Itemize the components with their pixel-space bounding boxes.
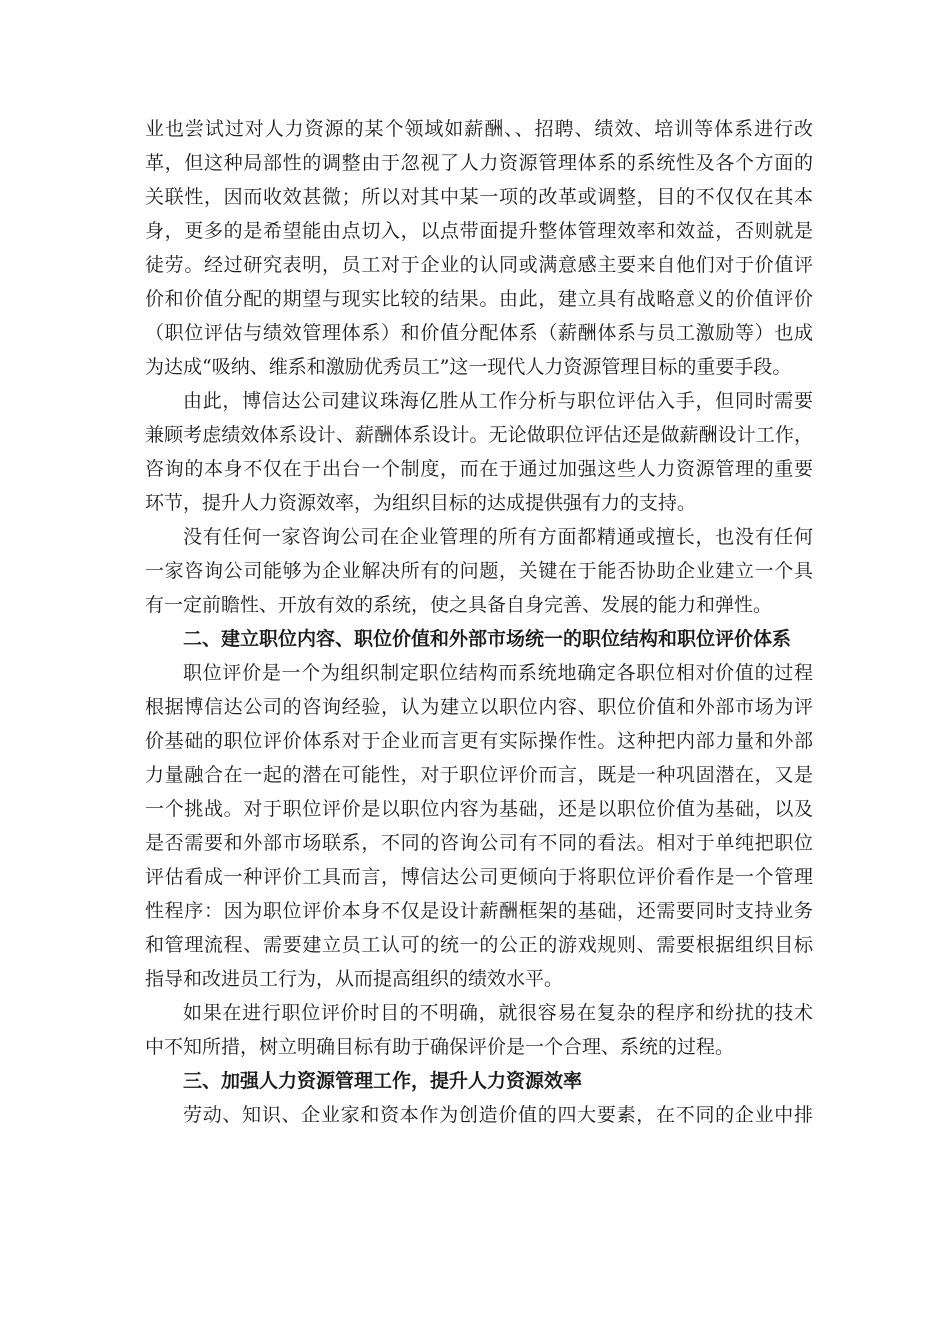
paragraph xyxy=(145,1098,813,1132)
paragraph xyxy=(145,112,813,384)
text-line: 业也尝试过对人力资源的某个领域如薪酬、、招聘、绩效、培训等体系进行改 xyxy=(145,118,813,140)
text-line: 如果在进行职位评价时目的不明确，就很容易在复杂的程序和纷扰的技术 xyxy=(183,1002,813,1024)
document-body xyxy=(145,112,813,1132)
paragraph xyxy=(145,520,813,622)
paragraph xyxy=(145,656,813,996)
text-line: 价基础的职位评价体系对于企业而言更有实际操作性。这种把内部力量和外部 xyxy=(145,730,813,752)
text-line: 性程序：因为职位评价本身不仅是设计薪酬框架的基础，还需要同时支持业务 xyxy=(145,900,813,922)
text-line: 没有任何一家咨询公司在企业管理的所有方面都精通或擅长，也没有任何 xyxy=(183,526,813,548)
text-line: 徒劳。经过研究表明，员工对于企业的认同或满意感主要来自他们对于价值评 xyxy=(145,254,813,276)
text-line: 为达成“吸纳、维系和激励优秀员工”这一现代人力资源管理目标的重要手段。 xyxy=(145,356,792,378)
text-line: 一家咨询公司能够为企业解决所有的问题，关键在于能否协助企业建立一个具 xyxy=(145,560,813,582)
text-line: 咨询的本身不仅在于出台一个制度，而在于通过加强这些人力资源管理的重要 xyxy=(145,458,813,480)
text-line: 兼顾考虑绩效体系设计、薪酬体系设计。无论做职位评估还是做薪酬设计工作， xyxy=(145,424,813,446)
text-line: 革，但这种局部性的调整由于忽视了人力资源管理体系的系统性及各个方面的 xyxy=(145,152,813,174)
text-line: 评估看成一种评价工具而言，博信达公司更倾向于将职位评价看作是一个管理 xyxy=(145,866,813,888)
section-heading xyxy=(145,622,813,656)
text-line: 一个挑战。对于职位评价是以职位内容为基础，还是以职位价值为基础，以及 xyxy=(145,798,813,820)
text-line: 有一定前瞻性、开放有效的系统，使之具备自身完善、发展的能力和弹性。 xyxy=(145,594,773,616)
text-line: （职位评估与绩效管理体系）和价值分配体系（薪酬体系与员工激励等）也成 xyxy=(145,322,813,344)
text-line: 和管理流程、需要建立员工认可的统一的公正的游戏规则、需要根据组织目标 xyxy=(145,934,813,956)
text-line: 由此，博信达公司建议珠海亿胜从工作分析与职位评估入手，但同时需要 xyxy=(183,390,813,412)
text-line: 价和价值分配的期望与现实比较的结果。由此，建立具有战略意义的价值评价 xyxy=(145,288,813,310)
text-line: 中不知所措，树立明确目标有助于确保评价是一个合理、系统的过程。 xyxy=(145,1036,735,1058)
text-line: 根据博信达公司的咨询经验，认为建立以职位内容、职位价值和外部市场为评 xyxy=(145,696,813,718)
text-line: 二、建立职位内容、职位价值和外部市场统一的职位结构和职位评价体系 xyxy=(183,628,792,650)
text-line: 身，更多的是希望能由点切入，以点带面提升整体管理效率和效益，否则就是 xyxy=(145,220,813,242)
text-line: 三、加强人力资源管理工作，提升人力资源效率 xyxy=(183,1070,583,1092)
text-line: 力量融合在一起的潜在可能性，对于职位评价而言，既是一种巩固潜在，又是 xyxy=(145,764,813,786)
text-line: 关联性，因而收效甚微；所以对其中某一项的改革或调整，目的不仅仅在其本 xyxy=(145,186,813,208)
text-line: 职位评价是一个为组织制定职位结构而系统地确定各职位相对价值的过程 xyxy=(183,662,813,684)
text-line: 劳动、知识、企业家和资本作为创造价值的四大要素，在不同的企业中排 xyxy=(183,1104,813,1126)
paragraph xyxy=(145,384,813,520)
text-line: 是否需要和外部市场联系，不同的咨询公司有不同的看法。相对于单纯把职位 xyxy=(145,832,813,854)
paragraph xyxy=(145,996,813,1064)
text-line: 环节，提升人力资源效率，为组织目标的达成提供强有力的支持。 xyxy=(145,492,697,514)
text-line: 指导和改进员工行为，从而提高组织的绩效水平。 xyxy=(145,968,564,990)
section-heading xyxy=(145,1064,813,1098)
